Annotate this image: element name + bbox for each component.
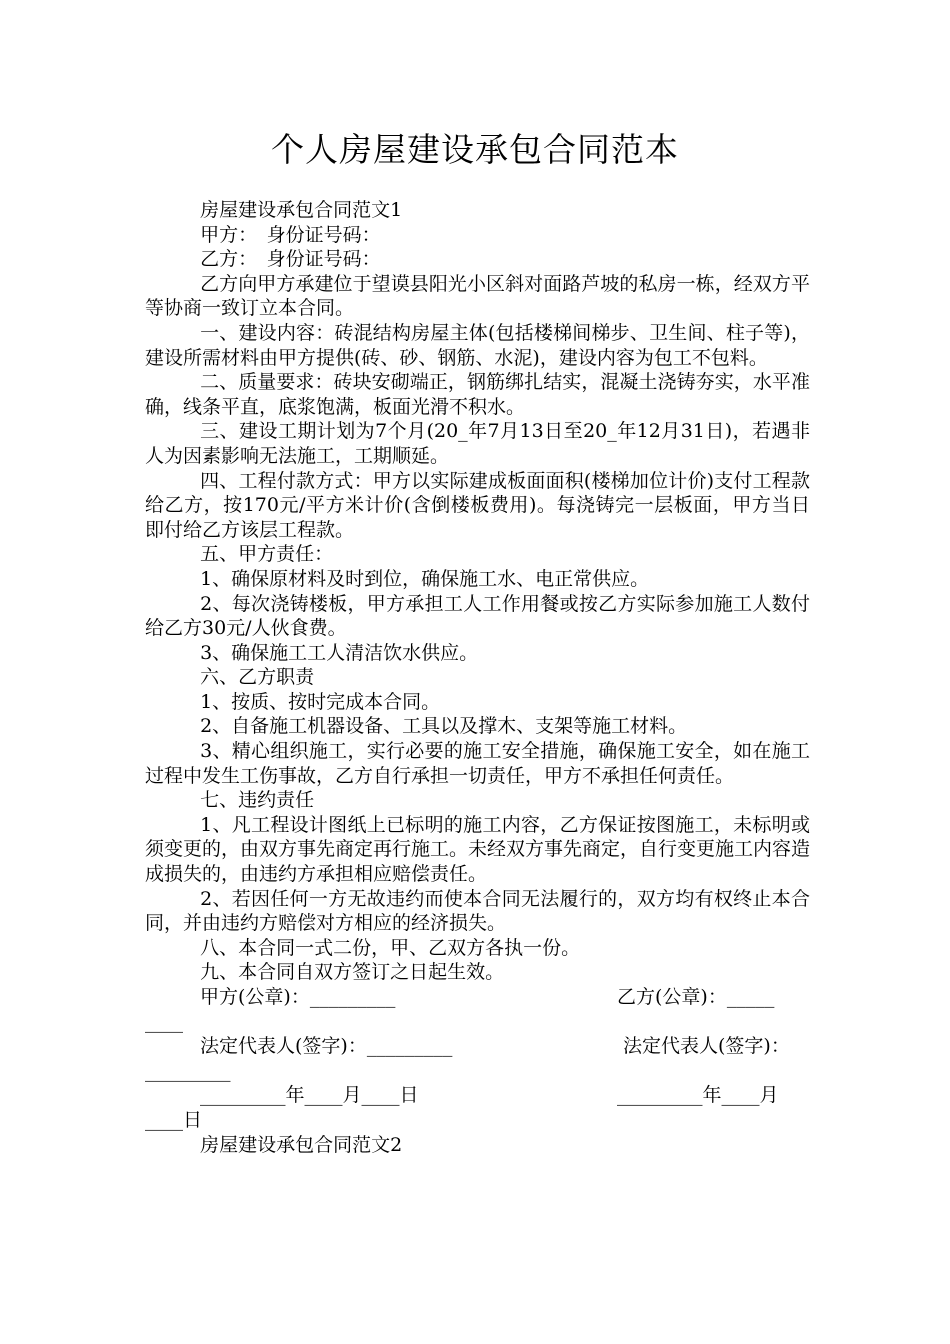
paragraph-clause-7-2: 2、若因任何一方无故违约而使本合同无法履行的，双方均有权终止本合同，并由违约方赔偿对方相应的经济损失。: [145, 887, 810, 935]
paragraph-clause-5: 五、甲方责任：: [200, 543, 334, 566]
paragraph-clause-3: 三、建设工期计划为7个月(20_年7月13日至20_年12月31日)，若遇非人为因素影响无法施工，工期顺延。: [145, 420, 810, 467]
signature-date-continuation: ____日: [145, 1108, 203, 1131]
document-body: [145, 198, 810, 1157]
paragraph-clause-4: 四、工程付款方式：甲方以实际建成板面面积(楼梯加位计价)支付工程款给乙方，按170元/平方米计价(含倒楼板费用)。每浇铸完一层板面，甲方当日即付给乙方该层工程款。: [145, 469, 810, 541]
paragraph-clause-5-3: 3、确保施工工人清洁饮水供应。: [200, 641, 479, 664]
paragraph-clause-5-1: 1、确保原材料及时到位，确保施工水、电正常供应。: [200, 567, 650, 590]
signature-party-b-date: _________年____月: [617, 1084, 779, 1107]
paragraph-clause-5-2: 2、每次浇铸楼板，甲方承担工人工作用餐或按乙方实际参加施工人数付给乙方30元/人伙食费。: [145, 592, 810, 640]
signature-party-a-seal: 甲方(公章)：_________: [200, 986, 396, 1008]
paragraph-clause-1: 一、建设内容：砖混结构房屋主体(包括楼梯间梯步、卫生间、柱子等)，建设所需材料由甲方提供(砖、砂、钢筋、水泥)，建设内容为包工不包料。: [145, 321, 810, 369]
paragraph-clause-6-1: 1、按质、按时完成本合同。: [200, 690, 441, 713]
paragraph-clause-7-1: 1、凡工程设计图纸上已标明的施工内容，乙方保证按图施工，未标明或须变更的，由双方事先商定再行施工。未经双方事先商定，自行变更施工内容造成损失的，由违约方承担相应赔偿责任。: [145, 813, 811, 886]
paragraph-clause-6: 六、乙方职责: [200, 666, 315, 689]
paragraph-intro: 乙方向甲方承建位于望谟县阳光小区斜对面路芦坡的私房一栋，经双方平等协商一致订立本合同。: [145, 272, 810, 320]
document-title: 个人房屋建设承包合同范本: [271, 130, 679, 169]
paragraph-party-b: 乙方： 身份证号码：: [200, 248, 381, 271]
signature-party-b-representative: 法定代表人(签字)：: [623, 1035, 790, 1058]
signature-party-a-date: _________年____月____日: [200, 1084, 419, 1107]
paragraph-section-heading-2: 房屋建设承包合同范文2: [200, 1133, 403, 1156]
paragraph-clause-6-2: 2、自备施工机器设备、工具以及撑木、支架等施工材料。: [200, 715, 688, 738]
paragraph-section-heading-1: 房屋建设承包合同范文1: [200, 199, 403, 221]
paragraph-clause-2: 二、质量要求：砖块安砌端正，钢筋绑扎结实，混凝土浇铸夯实，水平准确，线条平直，底浆饱满，板面光滑不积水。: [145, 371, 810, 418]
paragraph-clause-6-3: 3、精心组织施工，实行必要的施工安全措施，确保施工安全，如在施工过程中发生工伤事故，乙方自行承担一切责任，甲方不承担任何责任。: [145, 740, 810, 787]
signature-representative-continuation: _________: [145, 1059, 231, 1082]
paragraph-clause-9: 九、本合同自双方签订之日起生效。: [200, 961, 505, 984]
paragraph-clause-7: 七、违约责任: [200, 789, 315, 812]
signature-seal-continuation: ____: [145, 1010, 183, 1033]
signature-line-seal: [145, 985, 810, 1034]
signature-party-b-seal: 乙方(公章)：_____: [617, 986, 775, 1008]
signature-line-date: [145, 1083, 810, 1132]
signature-party-a-representative: 法定代表人(签字)：_________: [200, 1035, 453, 1058]
paragraph-party-a: 甲方： 身份证号码：: [200, 223, 381, 246]
paragraph-clause-8: 八、本合同一式二份，甲、乙双方各执一份。: [200, 936, 581, 959]
signature-line-representative: [145, 1034, 810, 1083]
